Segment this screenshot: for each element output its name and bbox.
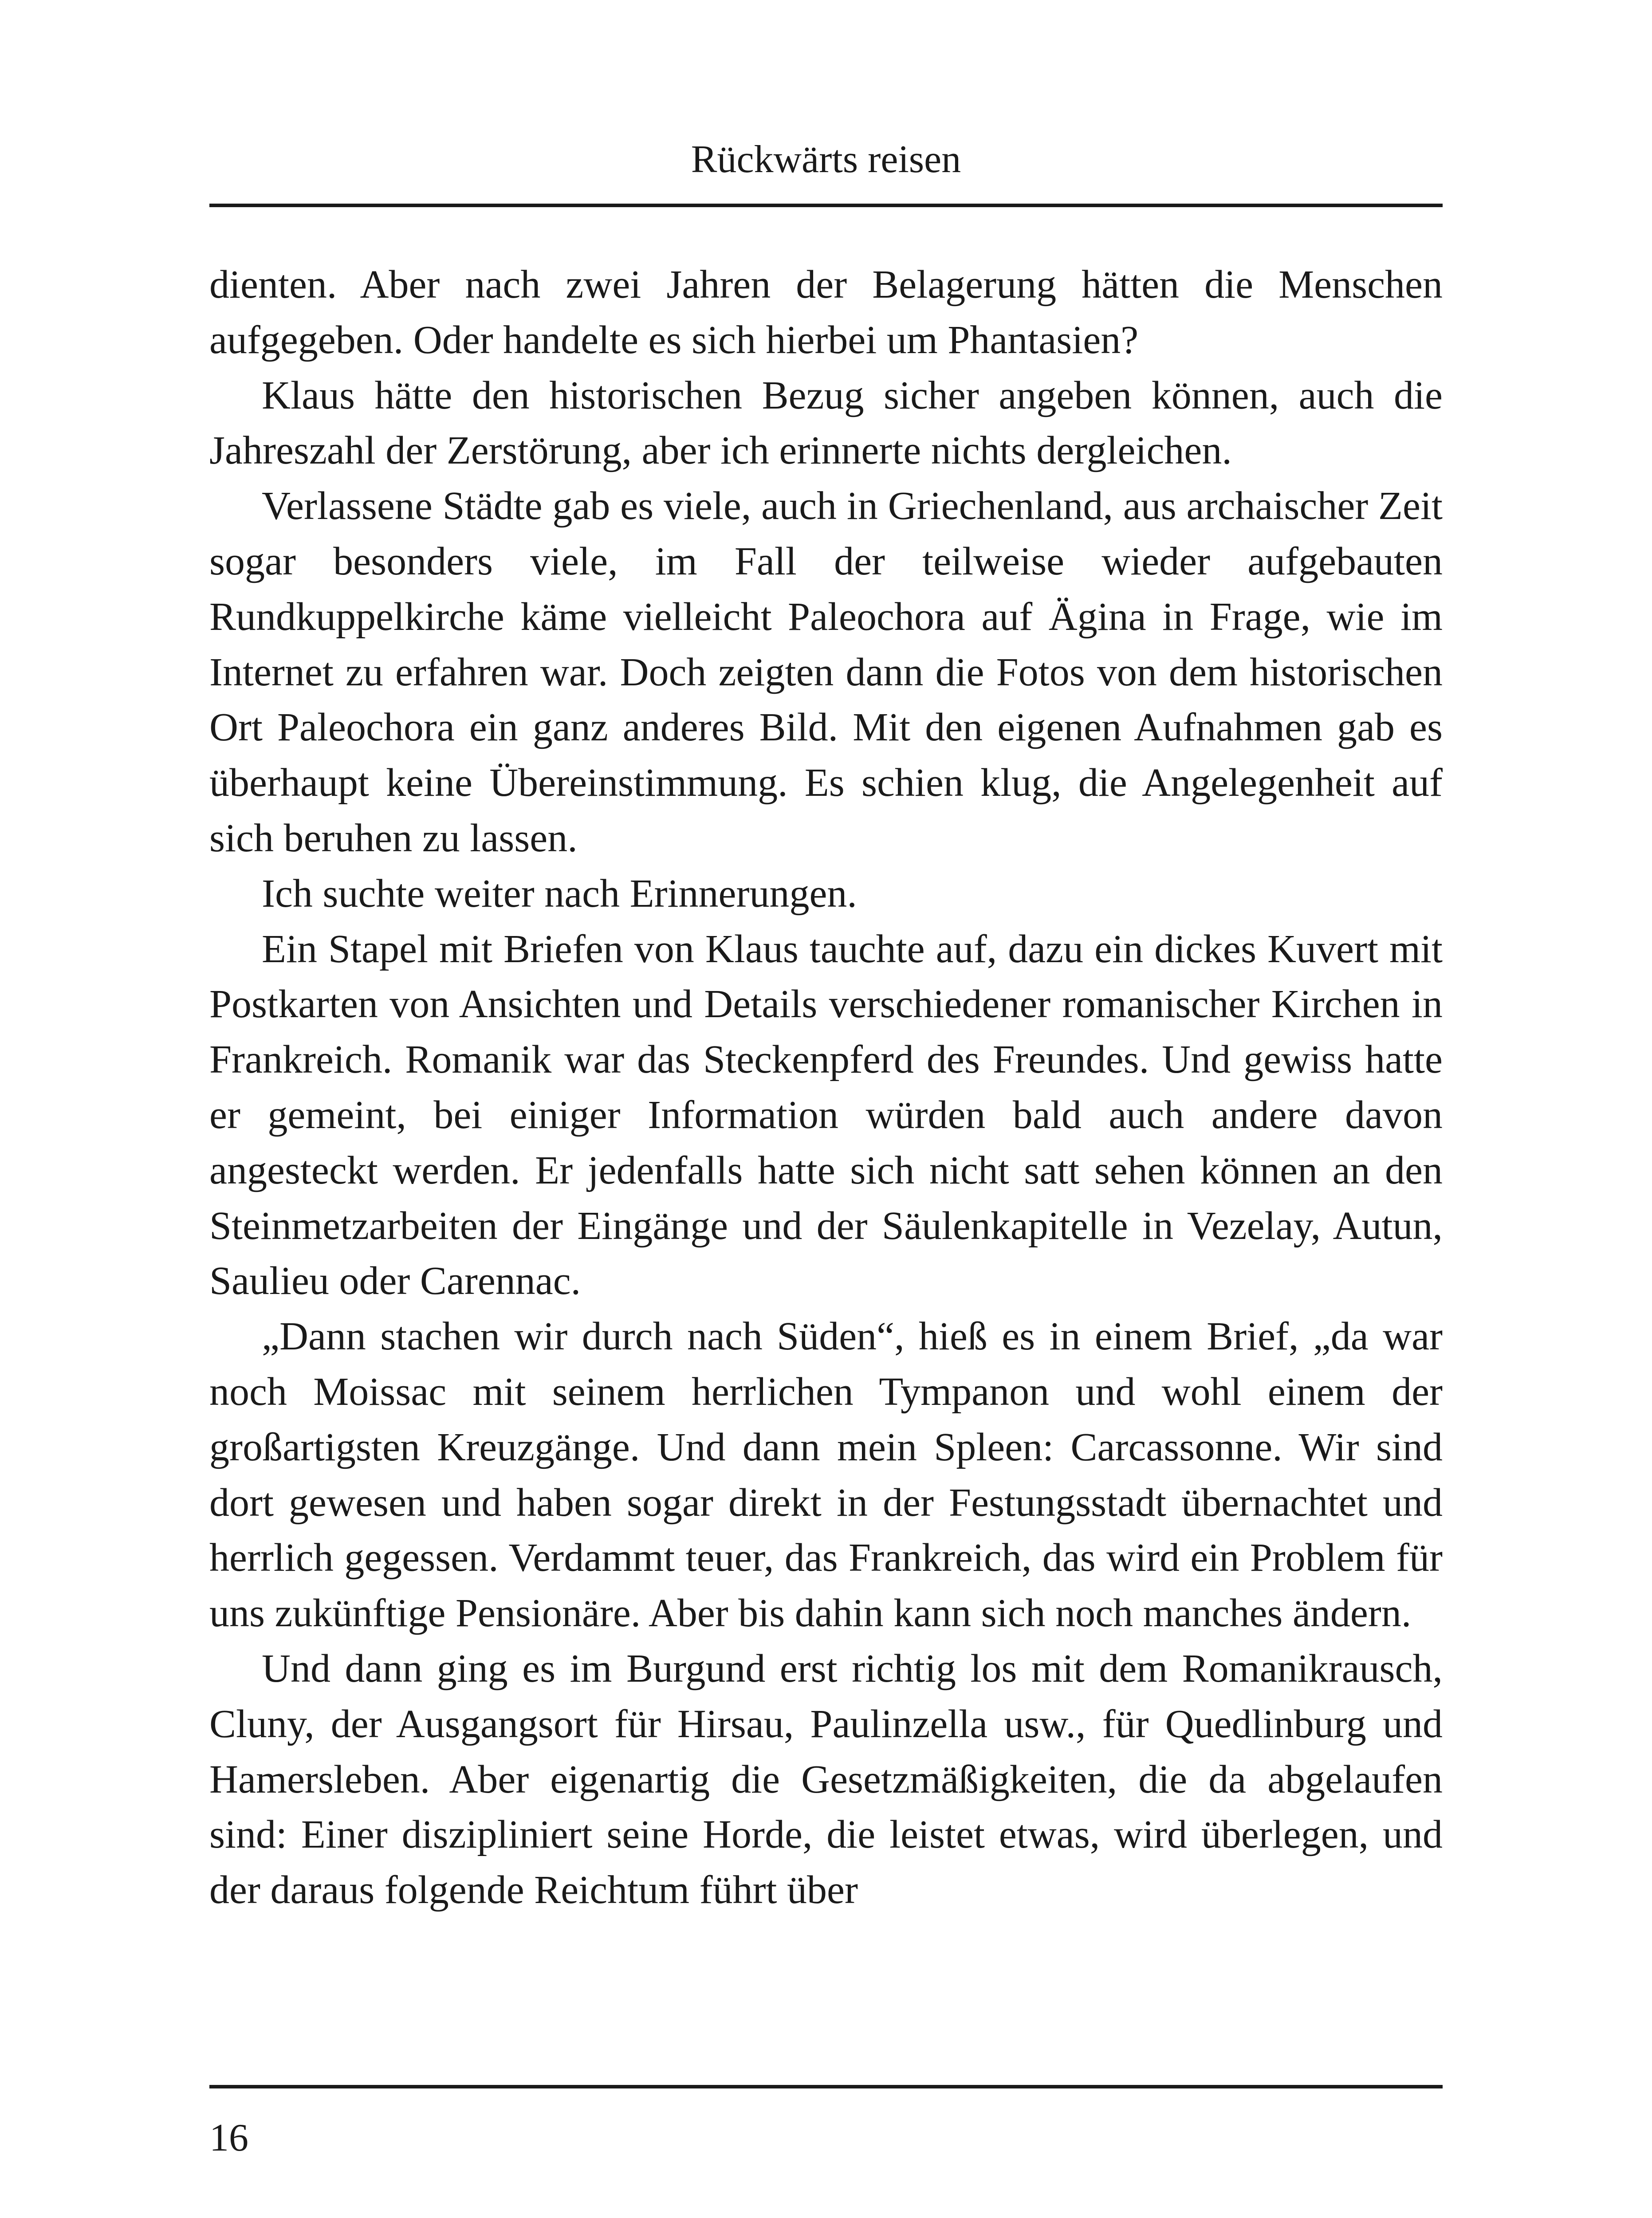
paragraph: Verlassene Städte gab es viele, auch in Griechenland, aus archaischer Zeit sogar besonders viele, im Fall der teilweise wieder aufgebauten Rundkuppelkirche käme vielleicht Paleochora auf Ägina in Frage, wie im Internet zu erfahren war. Doch zeigten dann die Fotos von dem historischen Ort Paleochora ein ganz anderes Bild. Mit den eigenen Aufnahmen gab es überhaupt keine Übereinstimmung. Es schien klug, die Angelegenheit auf sich beruhen zu lassen. <box>209 484 1443 860</box>
paragraph: „Dann stachen wir durch nach Süden“, hieß es in einem Brief, „da war noch Moissac mit seinem herrlichen Tympanon und wohl einem der großartigsten Kreuzgänge. Und dann mein Spleen: Carcassonne. Wir sind dort gewesen und haben sogar direkt in der Festungsstadt übernachtet und herrlich gegessen. Verdammt teuer, das Frankreich, das wird ein Problem für uns zukünftige Pensionäre. Aber bis dahin kann sich noch manches ändern. <box>209 1314 1443 1636</box>
paragraph: Und dann ging es im Burgund erst richtig los mit dem Romanikrausch, Cluny, der Ausgangsort für Hirsau, Paulinzella usw., für Quedlinburg und Hamersleben. Aber eigenartig die Gesetzmäßigkeiten, die da abgelaufen sind: Einer diszipliniert seine Horde, die leistet etwas, wird überlegen, und der daraus folgende Reichtum führt über <box>209 1646 1443 1912</box>
paragraph: Ein Stapel mit Briefen von Klaus tauchte auf, dazu ein dickes Kuvert mit Postkarten von Ansichten und Details verschiedener romanischer Kirchen in Frankreich. Romanik war das Steckenpferd des Freundes. Und gewiss hatte er gemeint, bei einiger Information würden bald auch andere davon angesteckt werden. Er jedenfalls hatte sich nicht satt sehen können an den Steinmetzarbeiten der Eingänge und der Säulenkapitelle in Vezelay, Autun, Saulieu oder Carennac. <box>209 927 1443 1303</box>
body-text <box>209 257 1443 1918</box>
paragraph: Klaus hätte den historischen Bezug sicher angeben können, auch die Jahreszahl der Zerstörung, aber ich erinnerte nichts dergleichen. <box>209 373 1443 473</box>
page-number: 16 <box>209 2116 248 2159</box>
header-rule <box>209 204 1443 207</box>
running-header: Rückwärts reisen <box>691 138 961 181</box>
footer-rule <box>209 2085 1443 2088</box>
paragraph: dienten. Aber nach zwei Jahren der Belagerung hätten die Menschen aufgegeben. Oder handelte es sich hierbei um Phantasien? <box>209 263 1443 362</box>
paragraph: Ich suchte weiter nach Erinnerungen. <box>262 871 857 916</box>
